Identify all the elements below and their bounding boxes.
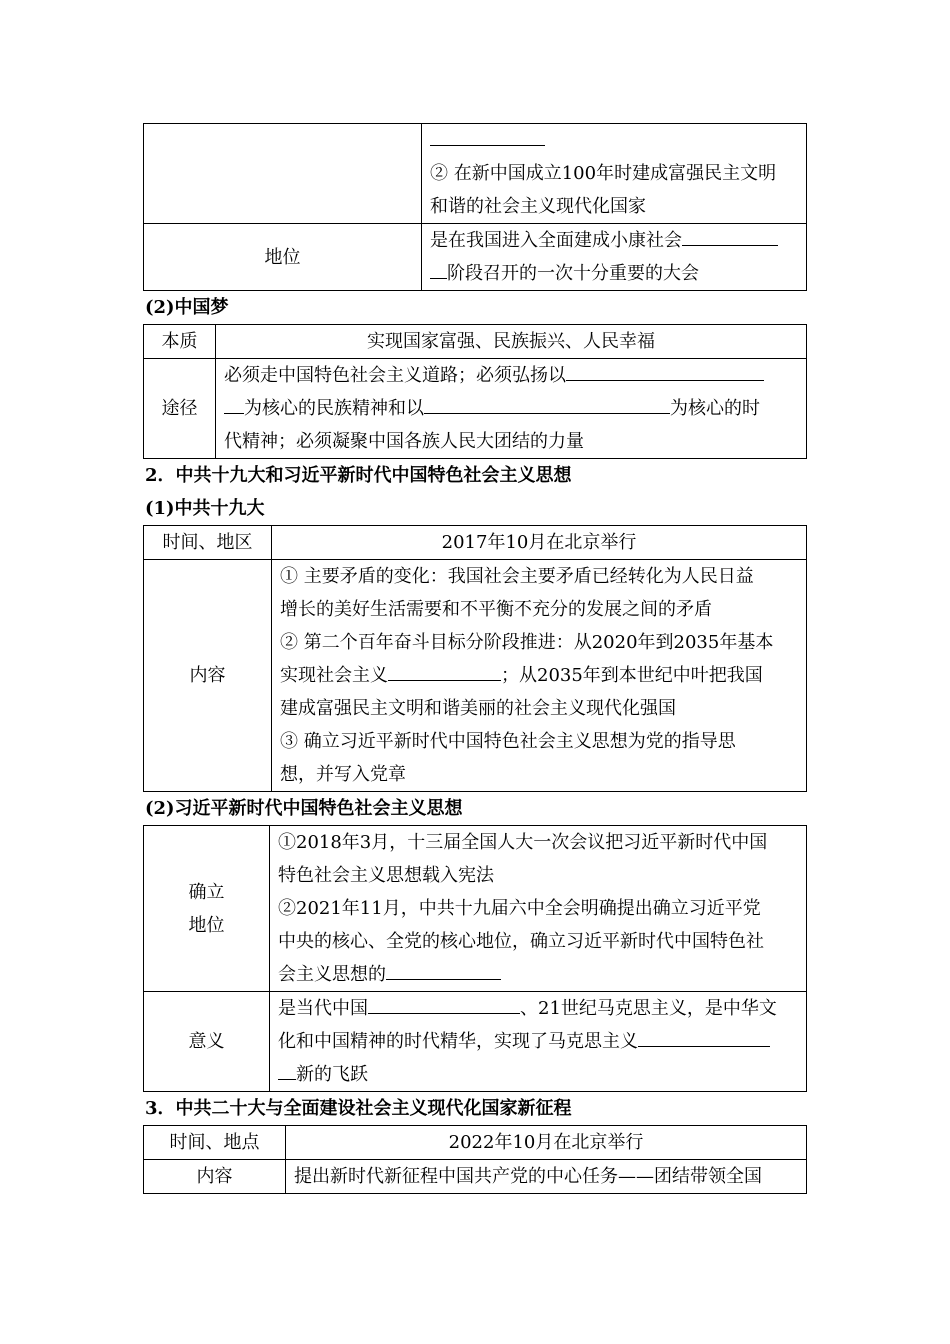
status-line: 特色社会主义思想载入宪法 bbox=[278, 865, 494, 886]
subsection-heading: (2)习近平新时代中国特色社会主义思想 bbox=[145, 798, 463, 819]
status-text: 阶段召开的一次十分重要的大会 bbox=[447, 263, 699, 284]
status-cell bbox=[422, 224, 807, 291]
significance-text: 新的飞跃 bbox=[296, 1064, 368, 1085]
fill-blank bbox=[368, 993, 520, 1014]
table-row bbox=[144, 325, 807, 359]
content-line: ③ 确立习近平新时代中国特色社会主义思想为党的指导思 bbox=[280, 731, 736, 752]
status-line: 中央的核心、全党的核心地位，确立习近平新时代中国特色社 bbox=[278, 931, 764, 952]
status-text: 会主义思想的 bbox=[278, 964, 386, 985]
table-row bbox=[144, 826, 807, 992]
path-cell bbox=[216, 359, 807, 459]
fill-blank bbox=[424, 393, 670, 414]
path-text: 必须走中国特色社会主义道路；必须弘扬以 bbox=[224, 365, 566, 386]
row-label bbox=[144, 826, 270, 992]
fill-blank bbox=[430, 125, 545, 146]
table-row bbox=[144, 1126, 807, 1160]
fill-blank bbox=[566, 360, 764, 381]
label-line: 地位 bbox=[188, 914, 225, 936]
section-heading: 2．中共十九大和习近平新时代中国特色社会主义思想 bbox=[145, 465, 572, 486]
row-value: 2022年10月在北京举行 bbox=[286, 1126, 807, 1160]
status-cell bbox=[270, 826, 807, 992]
goal-line: 和谐的社会主义现代化国家 bbox=[430, 196, 646, 217]
row-label: 内容 bbox=[144, 1160, 286, 1194]
row-value: 提出新时代新征程中国共产党的中心任务——团结带领全国 bbox=[286, 1160, 807, 1194]
status-line: ①2018年3月，十三届全国人大一次会议把习近平新时代中国 bbox=[278, 832, 768, 853]
fill-blank bbox=[638, 1026, 770, 1047]
table-congress-cont bbox=[143, 123, 807, 291]
fill-blank bbox=[430, 258, 447, 279]
label-line: 确立 bbox=[188, 881, 225, 903]
table-row bbox=[144, 992, 807, 1092]
path-text: 为核心的民族精神和以 bbox=[244, 398, 424, 419]
content-line: 增长的美好生活需要和不平衡不充分的发展之间的矛盾 bbox=[280, 599, 712, 620]
fill-blank bbox=[386, 959, 501, 980]
significance-text: 是当代中国 bbox=[278, 998, 368, 1019]
table-19th-congress bbox=[143, 525, 807, 792]
table-20th-congress bbox=[143, 1125, 807, 1194]
fill-blank bbox=[388, 660, 501, 681]
fill-blank bbox=[682, 225, 778, 246]
empty-cell bbox=[144, 124, 422, 224]
fill-blank bbox=[224, 393, 244, 414]
content-text: 实现社会主义 bbox=[280, 665, 388, 686]
row-label: 地位 bbox=[144, 224, 422, 291]
section-heading: 3．中共二十大与全面建设社会主义现代化国家新征程 bbox=[145, 1098, 572, 1119]
table-row bbox=[144, 224, 807, 291]
table-row bbox=[144, 526, 807, 560]
significance-text: 、21世纪马克思主义，是中华文 bbox=[520, 998, 777, 1019]
content-line: 想，并写入党章 bbox=[280, 764, 406, 785]
row-value: 2017年10月在北京举行 bbox=[272, 526, 807, 560]
path-text: 为核心的时 bbox=[670, 398, 760, 419]
goal-line: ② 在新中国成立100年时建成富强民主文明 bbox=[430, 163, 777, 184]
section-heading: (2)中国梦 bbox=[145, 297, 229, 318]
table-row bbox=[144, 359, 807, 459]
row-value: 实现国家富强、民族振兴、人民幸福 bbox=[216, 325, 807, 359]
content-line: ② 第二个百年奋斗目标分阶段推进：从2020年到2035年基本 bbox=[280, 632, 774, 653]
path-text: 代精神；必须凝聚中国各族人民大团结的力量 bbox=[224, 431, 584, 452]
content-text: ；从2035年到本世纪中叶把我国 bbox=[501, 665, 763, 686]
table-row bbox=[144, 1160, 807, 1194]
significance-text: 化和中国精神的时代精华，实现了马克思主义 bbox=[278, 1031, 638, 1052]
table-chinese-dream bbox=[143, 324, 807, 459]
document-page bbox=[143, 123, 806, 1194]
status-line: ②2021年11月，中共十九届六中全会明确提出确立习近平党 bbox=[278, 898, 761, 919]
row-label: 内容 bbox=[144, 560, 272, 792]
table-xi-thought bbox=[143, 825, 807, 1092]
row-label: 时间、地区 bbox=[144, 526, 272, 560]
row-label: 本质 bbox=[144, 325, 216, 359]
table-row bbox=[144, 124, 807, 224]
subsection-heading: (1)中共十九大 bbox=[145, 498, 265, 519]
goal-cell bbox=[422, 124, 807, 224]
content-line: 建成富强民主文明和谐美丽的社会主义现代化强国 bbox=[280, 698, 676, 719]
content-line: ① 主要矛盾的变化：我国社会主要矛盾已经转化为人民日益 bbox=[280, 566, 754, 587]
row-label: 时间、地点 bbox=[144, 1126, 286, 1160]
table-row bbox=[144, 560, 807, 792]
row-label: 途径 bbox=[144, 359, 216, 459]
content-cell bbox=[272, 560, 807, 792]
fill-blank bbox=[278, 1059, 296, 1080]
row-label: 意义 bbox=[144, 992, 270, 1092]
significance-cell bbox=[270, 992, 807, 1092]
status-text: 是在我国进入全面建成小康社会 bbox=[430, 230, 682, 251]
